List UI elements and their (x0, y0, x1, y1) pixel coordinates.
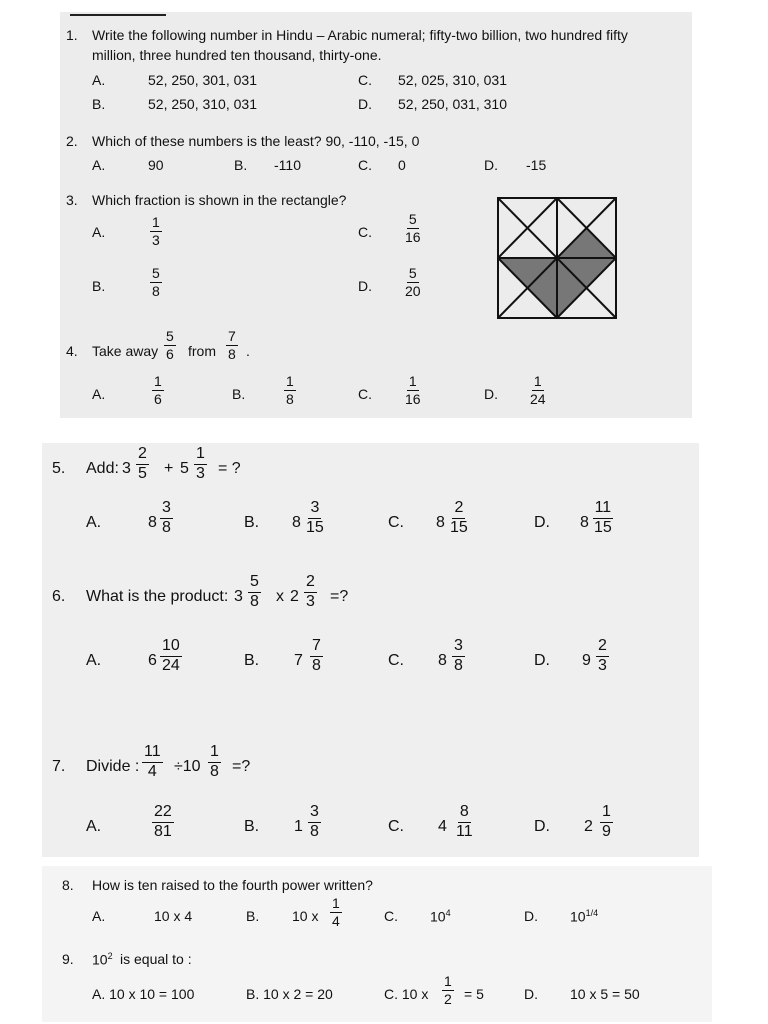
q1-option-d-value: 52, 250, 031, 310 (398, 96, 507, 112)
numerator: 2 (136, 446, 149, 465)
denominator: 8 (228, 345, 236, 362)
q6-option-d-whole: 9 (582, 652, 591, 669)
q5-option-b-whole: 8 (292, 514, 301, 531)
numerator: 11 (593, 500, 614, 519)
q7-option-c-fraction (454, 804, 475, 841)
q5-option-c-label[interactable]: C. (388, 514, 404, 531)
q5-prefix: Add: (86, 460, 119, 477)
q8-option-d-label[interactable]: D. (524, 908, 538, 924)
q1-text-line2: million, three hundred ten thousand, thirty-one. (92, 47, 382, 63)
q6-option-b-fraction (310, 638, 323, 675)
q7-option-b-fraction (308, 804, 321, 841)
q6-option-b-label[interactable]: B. (244, 652, 260, 669)
shaded-triangle-1 (557, 228, 617, 258)
denominator: 6 (154, 390, 162, 407)
q2-option-a-label[interactable]: A. (92, 157, 106, 173)
denominator: 3 (152, 231, 160, 248)
q8-option-c-power (430, 908, 451, 925)
q8-option-c-label[interactable]: C. (384, 908, 398, 924)
q7-option-b-whole: 1 (294, 818, 303, 835)
numerator: 1 (444, 973, 452, 989)
q7-fraction-1 (142, 744, 163, 781)
q1-option-a-label[interactable]: A. (92, 72, 106, 88)
q8-text: How is ten raised to the fourth power written? (92, 877, 373, 893)
q5-option-c-fraction (448, 500, 470, 537)
q2-text: Which of these numbers is the least? 90, -110, -15, 0 (92, 133, 420, 149)
q5-option-c-whole: 8 (436, 514, 445, 531)
q7-option-d-whole: 2 (584, 818, 593, 835)
denominator: 8 (454, 656, 463, 674)
numerator: 2 (304, 574, 317, 593)
q5-option-d-label[interactable]: D. (534, 514, 550, 531)
q2-number: 2. (66, 133, 78, 149)
numerator: 1 (332, 895, 340, 911)
fraction-rectangle-diagram (497, 197, 617, 319)
q7-option-c-label[interactable]: C. (388, 818, 404, 835)
q4-option-d-label[interactable]: D. (484, 386, 498, 402)
q6-suffix: =? (330, 588, 349, 605)
q7-fraction-2 (208, 744, 221, 781)
q4-option-a-fraction (152, 374, 164, 406)
q4-from-text: from (188, 343, 216, 359)
q8-option-b-fraction (330, 896, 342, 928)
q6-option-d-label[interactable]: D. (534, 652, 550, 669)
q5-whole-1: 3 (122, 460, 131, 477)
denominator: 15 (450, 518, 468, 536)
q6-option-c-fraction (452, 638, 465, 675)
q9-exponent: 2 (107, 951, 113, 961)
denominator: 8 (312, 656, 321, 674)
q4-option-a-label[interactable]: A. (92, 386, 106, 402)
denominator: 15 (306, 518, 324, 536)
denominator: 15 (594, 518, 612, 536)
q4-fraction-2 (226, 329, 238, 361)
q5-option-a-fraction (160, 500, 173, 537)
q3-option-d-fraction (403, 266, 423, 298)
q1-option-d-label[interactable]: D. (358, 96, 372, 112)
q8-option-b-prefix: 10 x (292, 908, 319, 924)
q8-option-d-power (570, 908, 598, 925)
q6-option-c-whole: 8 (438, 652, 447, 669)
denominator: 6 (166, 345, 174, 362)
q8-option-d-exponent: 1/4 (585, 908, 599, 918)
q6-fraction-2 (304, 574, 317, 611)
q3-option-a-fraction (150, 215, 162, 247)
q1-option-c-label[interactable]: C. (358, 72, 372, 88)
denominator: 8 (286, 390, 294, 407)
q3-option-a-label[interactable]: A. (92, 224, 106, 240)
numerator: 8 (458, 804, 471, 823)
q5-option-d-fraction (592, 500, 614, 537)
q9-text: is equal to : (120, 951, 192, 967)
q5-option-a-whole: 8 (148, 514, 157, 531)
q5-option-b-fraction (304, 500, 326, 537)
q6-option-a-fraction (160, 638, 182, 675)
q1-text-line1: Write the following number in Hindu – Arabic numeral; fifty-two billion, two hundred fifty (92, 27, 628, 43)
q7-option-b-label[interactable]: B. (244, 818, 260, 835)
q9-option-c-suffix: = 5 (464, 986, 484, 1002)
numerator: 11 (142, 744, 163, 763)
q8-number: 8. (62, 877, 74, 893)
q2-option-b-value: -110 (274, 157, 301, 173)
numerator: 3 (160, 500, 173, 519)
numerator: 1 (194, 446, 207, 465)
q6-option-a-label[interactable]: A. (86, 652, 102, 669)
numerator: 2 (596, 638, 609, 657)
q8-option-a-label[interactable]: A. (92, 908, 106, 924)
q4-option-d-fraction (528, 374, 548, 406)
denominator: 8 (152, 282, 160, 299)
q4-option-b-fraction (284, 374, 296, 406)
q3-text: Which fraction is shown in the rectangle? (92, 192, 347, 208)
denominator: 3 (598, 656, 607, 674)
denominator: 81 (154, 822, 172, 840)
q4-fraction-1 (164, 329, 176, 361)
q7-option-a-label[interactable]: A. (86, 818, 102, 835)
denominator: 20 (405, 282, 421, 299)
q6-option-c-label[interactable]: C. (388, 652, 404, 669)
q2-option-a-value: 90 (148, 157, 164, 173)
q9-option-b[interactable]: B. 10 x 2 = 20 (246, 986, 333, 1002)
q2-option-c-label[interactable]: C. (358, 157, 372, 173)
q9-base: 10 (92, 951, 108, 968)
q4-period: . (246, 343, 250, 359)
denominator: 9 (602, 822, 611, 840)
numerator: 1 (408, 373, 417, 389)
denominator: 24 (530, 390, 546, 407)
numerator: 10 (160, 638, 182, 657)
denominator: 4 (332, 912, 340, 929)
numerator: 1 (154, 373, 162, 389)
q6-whole-1: 3 (234, 588, 243, 605)
q7-number: 7. (52, 758, 66, 775)
numerator: 5 (166, 328, 174, 344)
q7-option-a-fraction (152, 804, 174, 841)
q1-option-a-value: 52, 250, 301, 031 (148, 72, 257, 88)
q6-option-d-fraction (596, 638, 609, 675)
q7-suffix: =? (232, 758, 251, 775)
denominator: 2 (444, 990, 452, 1007)
q9-power (92, 951, 113, 968)
numerator: 1 (208, 744, 221, 763)
q9-option-a[interactable]: A. 10 x 10 = 100 (92, 986, 195, 1002)
q4-take-text: Take away (92, 343, 159, 359)
q7-prefix: Divide : (86, 758, 140, 775)
q1-option-b-value: 52, 250, 310, 031 (148, 96, 257, 112)
q5-whole-2: 5 (180, 460, 189, 477)
q4-option-c-label[interactable]: C. (358, 386, 372, 402)
q3-option-b-fraction (150, 266, 162, 298)
q8-option-c-base: 10 (430, 908, 446, 925)
denominator: 8 (162, 518, 171, 536)
q5-option-a-label[interactable]: A. (86, 514, 102, 531)
numerator: 5 (408, 265, 417, 281)
q9-number: 9. (62, 951, 74, 967)
q7-option-d-label[interactable]: D. (534, 818, 550, 835)
q7-option-c-whole: 4 (438, 818, 447, 835)
numerator: 3 (308, 500, 321, 519)
denominator: 3 (306, 592, 315, 610)
q2-option-d-value: -15 (526, 157, 547, 173)
q1-option-b-label[interactable]: B. (92, 96, 106, 112)
numerator: 1 (286, 373, 294, 389)
q7-option-d-fraction (600, 804, 613, 841)
q1-option-c-value: 52, 025, 310, 031 (398, 72, 507, 88)
numerator: 7 (310, 638, 323, 657)
q6-operator: x (276, 588, 284, 605)
q8-option-b-label[interactable]: B. (246, 908, 260, 924)
denominator: 5 (138, 464, 147, 482)
q9-option-c-prefix[interactable]: C. 10 x (384, 986, 429, 1002)
denominator: 8 (310, 822, 319, 840)
denominator: 3 (196, 464, 205, 482)
q5-fraction-2 (194, 446, 207, 483)
denominator: 16 (405, 228, 421, 245)
q1-number: 1. (66, 27, 78, 43)
numerator: 1 (600, 804, 613, 823)
q8-option-c-exponent: 4 (445, 908, 451, 918)
header-rule (70, 14, 166, 16)
denominator: 16 (405, 390, 421, 407)
q9-option-d-value: 10 x 5 = 50 (570, 986, 640, 1002)
q5-operator: + (164, 460, 174, 477)
numerator: 1 (533, 373, 542, 389)
denominator: 11 (456, 822, 473, 840)
q6-number: 6. (52, 588, 66, 605)
q3-option-c-fraction (403, 212, 423, 244)
denominator: 8 (250, 592, 259, 610)
numerator: 2 (452, 500, 465, 519)
q6-option-a-whole: 6 (148, 652, 157, 669)
q5-suffix: = ? (218, 460, 241, 477)
q3-option-c-label[interactable]: C. (358, 224, 372, 240)
q6-prefix: What is the product: (86, 588, 229, 605)
q5-fraction-1 (136, 446, 149, 483)
q4-option-c-fraction (403, 374, 423, 406)
numerator: 5 (248, 574, 261, 593)
q9-option-d-label[interactable]: D. (524, 986, 538, 1002)
q2-option-d-label[interactable]: D. (484, 157, 498, 173)
numerator: 3 (452, 638, 465, 657)
numerator: 5 (152, 265, 160, 281)
q3-option-d-label[interactable]: D. (358, 278, 372, 294)
q8-option-a-value: 10 x 4 (154, 908, 193, 924)
q2-option-b-label[interactable]: B. (234, 157, 248, 173)
q5-number: 5. (52, 460, 66, 477)
q3-number: 3. (66, 192, 78, 208)
q3-option-b-label[interactable]: B. (92, 278, 106, 294)
q2-option-c-value: 0 (398, 157, 406, 173)
denominator: 4 (147, 762, 157, 780)
numerator: 7 (228, 328, 236, 344)
q7-operator: ÷10 (174, 758, 201, 775)
denominator: 24 (162, 656, 180, 674)
q4-number: 4. (66, 343, 78, 359)
numerator: 3 (308, 804, 321, 823)
numerator: 22 (152, 804, 174, 823)
q8-option-d-base: 10 (570, 908, 586, 925)
q6-option-b-whole: 7 (294, 652, 303, 669)
q5-option-d-whole: 8 (580, 514, 589, 531)
q9-option-c-fraction (442, 974, 454, 1006)
q5-option-b-label[interactable]: B. (244, 514, 260, 531)
q6-whole-2: 2 (290, 588, 299, 605)
numerator: 5 (408, 211, 417, 227)
denominator: 8 (210, 762, 219, 780)
q4-option-b-label[interactable]: B. (232, 386, 246, 402)
q6-fraction-1 (248, 574, 261, 611)
numerator: 1 (152, 214, 160, 230)
